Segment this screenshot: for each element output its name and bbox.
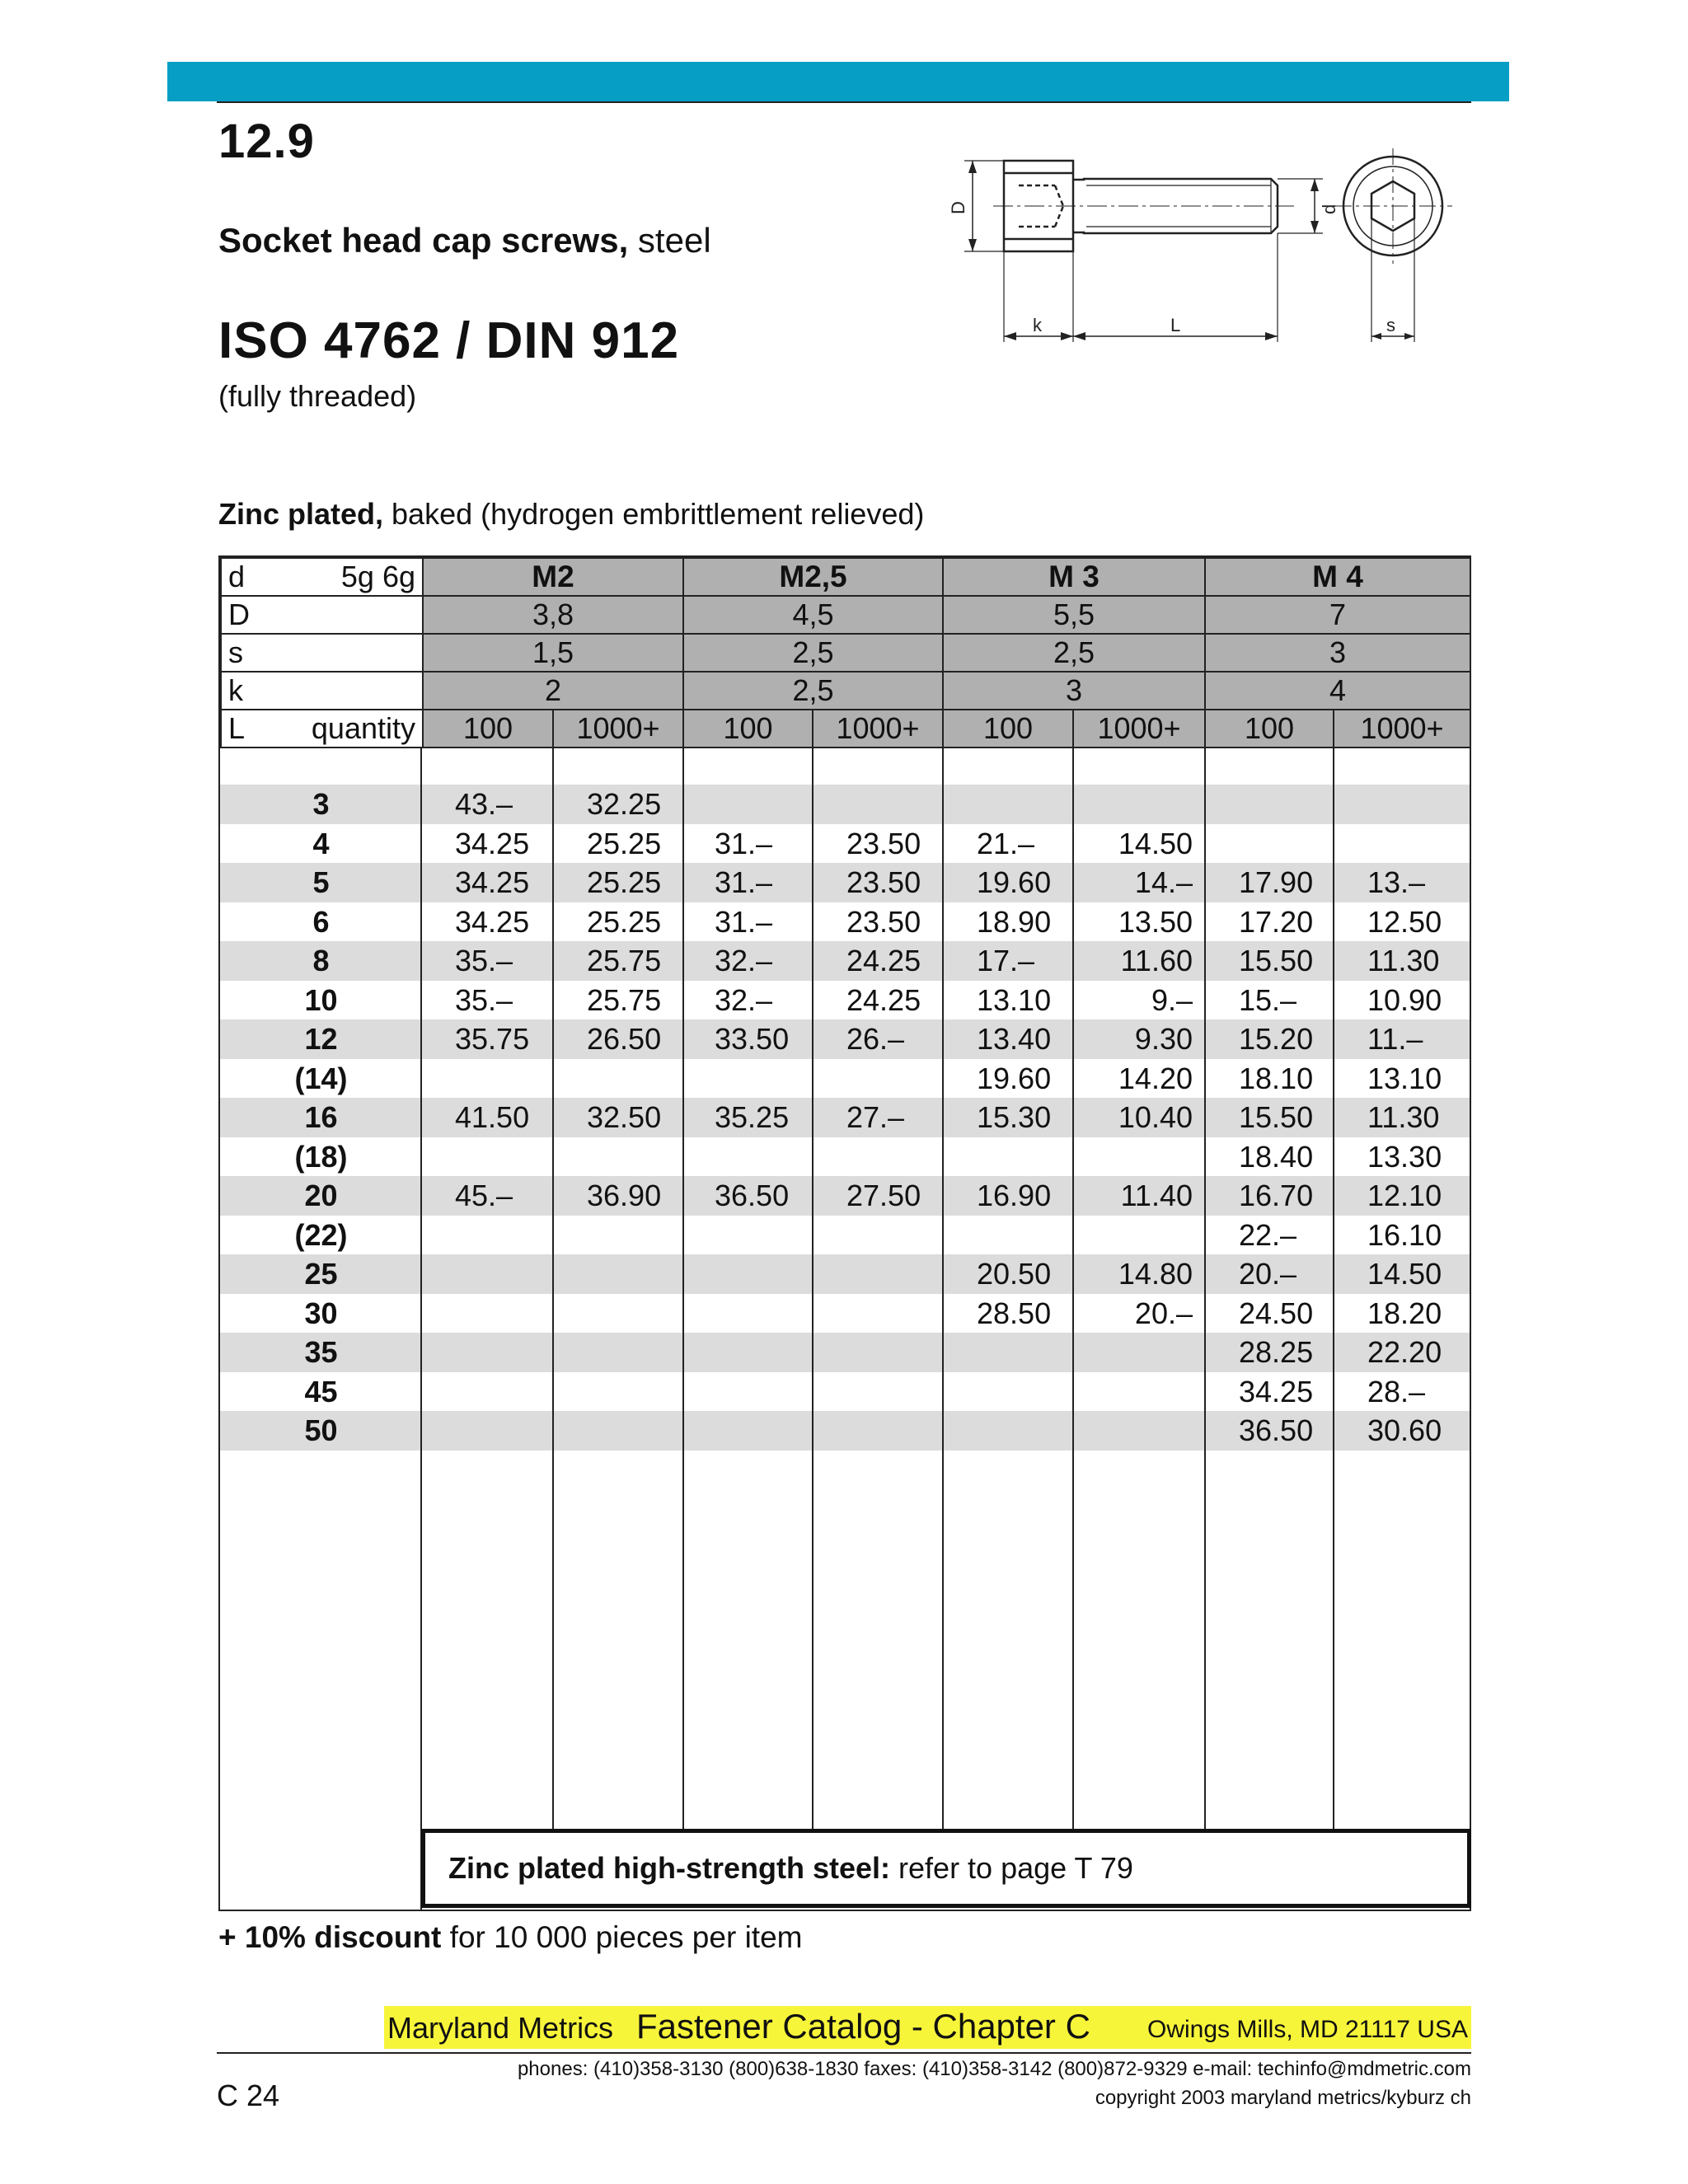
row-thread-size (221, 558, 1470, 596)
product-title-bold: Socket head cap screws, (218, 221, 629, 260)
length-cell: (22) (294, 1217, 348, 1252)
price-cell: 17.– (977, 944, 1035, 977)
price-cell: 17.20 (1239, 904, 1314, 939)
qty-header: 1000+ (553, 710, 683, 748)
product-title-rest: steel (628, 221, 711, 260)
head-height-label: k (221, 672, 423, 710)
price-cell: 23.50 (846, 865, 921, 899)
size-m2: M2 (423, 558, 683, 596)
discount-bold: + 10% discount (218, 1920, 442, 1954)
footer-location: Owings Mills, MD 21117 USA (1146, 2016, 1468, 2043)
head-height-m2: 2 (423, 672, 683, 710)
price-cell: 30.60 (1367, 1413, 1442, 1447)
length-cell: 45 (304, 1374, 338, 1408)
price-cell: 28.– (1367, 1374, 1426, 1408)
footer-copyright: copyright 2003 maryland metrics/kyburz ch (1095, 2087, 1471, 2109)
price-row (220, 1411, 1470, 1451)
price-row (220, 1137, 1470, 1177)
thread-size-label: d 5g 6g (221, 558, 423, 596)
size-m3: M 3 (943, 558, 1205, 596)
price-cell: 27.– (846, 1100, 905, 1134)
price-row (220, 1176, 1470, 1216)
price-cell: 34.25 (455, 826, 530, 860)
price-cell: 31.– (715, 826, 773, 860)
price-cell: 10.90 (1367, 982, 1442, 1017)
length-quantity-label: L quantity (221, 710, 423, 748)
price-cell: 34.25 (455, 865, 530, 899)
length-cell: 25 (304, 1257, 338, 1291)
price-cell: 13.10 (1367, 1061, 1442, 1095)
refer-rest: refer to page T 79 (890, 1851, 1133, 1885)
head-diameter-label: D (221, 596, 423, 634)
dim-label-L: L (1170, 315, 1181, 335)
price-cell: 36.50 (715, 1179, 790, 1212)
socket-size-label: s (221, 634, 423, 672)
qty-header: 100 (683, 710, 813, 748)
socket-size-m2-5: 2,5 (683, 634, 943, 672)
head-height-m4: 4 (1205, 672, 1470, 710)
qty-header: 1000+ (1073, 710, 1205, 748)
price-rows (220, 785, 1470, 1451)
price-cell: 15.– (1239, 982, 1297, 1017)
footer-rule (217, 2052, 1471, 2054)
price-cell: 24.25 (846, 944, 921, 977)
length-cell: 12 (304, 1022, 338, 1056)
price-cell: 15.50 (1239, 1100, 1314, 1134)
price-cell: 35.– (455, 944, 513, 977)
price-cell: 13.40 (977, 1022, 1052, 1056)
spec-header-table (220, 557, 1471, 748)
price-cell: 18.10 (1239, 1061, 1314, 1095)
finish-rest: baked (hydrogen embrittlement relieved) (383, 497, 925, 531)
column-divider (420, 748, 422, 1911)
price-cell: 14.80 (1118, 1257, 1193, 1291)
price-cell: 32.25 (587, 787, 662, 821)
price-cell: 25.25 (587, 865, 662, 899)
price-cell: 32.50 (587, 1100, 662, 1134)
length-cell: 50 (304, 1413, 338, 1447)
price-row (220, 785, 1470, 824)
column-divider (1333, 748, 1334, 1829)
price-row (220, 824, 1470, 864)
column-divider (682, 748, 684, 1829)
price-cell: 45.– (455, 1179, 513, 1212)
dim-label-s: s (1386, 315, 1395, 335)
head-diameter-m3: 5,5 (943, 596, 1205, 634)
price-cell: 20.50 (977, 1257, 1052, 1291)
price-cell: 25.25 (587, 826, 662, 860)
price-cell: 15.30 (977, 1100, 1052, 1134)
header-rule (217, 101, 1471, 103)
qty-header: 1000+ (813, 710, 943, 748)
price-cell: 12.10 (1367, 1179, 1442, 1212)
finish-description (218, 497, 924, 532)
price-cell: 22.20 (1367, 1335, 1442, 1369)
price-cell: 9.30 (1134, 1022, 1193, 1056)
price-cell: 12.50 (1367, 904, 1442, 939)
price-cell: 32.– (715, 982, 773, 1017)
price-row (220, 863, 1470, 902)
price-cell: 20.– (1239, 1257, 1297, 1291)
price-cell: 31.– (715, 865, 773, 899)
price-cell: 33.50 (715, 1022, 790, 1056)
price-cell: 32.– (715, 944, 773, 977)
price-row (220, 1059, 1470, 1099)
price-cell: 15.50 (1239, 944, 1314, 977)
column-divider (552, 748, 554, 1829)
length-cell: 3 (312, 787, 330, 821)
price-cell: 27.50 (846, 1179, 921, 1212)
price-cell: 43.– (455, 787, 513, 821)
socket-size-m2: 1,5 (423, 634, 683, 672)
length-cell: 6 (312, 904, 330, 939)
price-cell: 28.25 (1239, 1335, 1314, 1369)
price-cell: 16.70 (1239, 1179, 1314, 1212)
page-number: C 24 (217, 2079, 280, 2112)
footer-company: Maryland Metrics (387, 2011, 614, 2045)
price-cell: 11.30 (1367, 944, 1440, 977)
size-m2-5: M2,5 (683, 558, 943, 596)
price-cell: 24.50 (1239, 1296, 1314, 1330)
price-cell: 25.75 (587, 982, 662, 1017)
price-cell: 17.90 (1239, 865, 1314, 899)
finish-bold: Zinc plated, (218, 497, 384, 531)
price-cell: 35.25 (715, 1100, 790, 1134)
length-cell: 16 (304, 1100, 338, 1134)
price-cell: 13.10 (977, 982, 1052, 1017)
price-cell: 21.– (977, 826, 1035, 860)
discount-rest: for 10 000 pieces per item (441, 1920, 803, 1954)
price-row (220, 1216, 1470, 1255)
socket-size-m4: 3 (1205, 634, 1470, 672)
head-height-m3: 3 (943, 672, 1205, 710)
price-cell: 14.20 (1118, 1061, 1193, 1095)
column-divider (1072, 748, 1074, 1829)
price-cell: 25.75 (587, 944, 662, 977)
footer-contact: phones: (410)358-3130 (800)638-1830 faxes: (410)358-3142 (800)872-9329 e-mail: techinfo@mdmetric.com (517, 2058, 1471, 2080)
thread-note: (fully threaded) (218, 379, 417, 413)
length-cell: 4 (312, 826, 330, 860)
price-row (220, 902, 1470, 942)
qty-header: 100 (943, 710, 1073, 748)
price-cell: 10.40 (1118, 1100, 1193, 1134)
refer-note-box (421, 1829, 1471, 1908)
price-cell: 23.50 (846, 826, 921, 860)
dim-label-d: d (1319, 204, 1339, 214)
price-row (220, 1098, 1470, 1137)
head-diameter-m4: 7 (1205, 596, 1470, 634)
price-cell: 9.– (1151, 982, 1193, 1017)
length-cell: (14) (294, 1061, 348, 1095)
length-cell: 10 (304, 982, 338, 1017)
price-cell: 19.60 (977, 865, 1052, 899)
length-cell: 5 (312, 865, 330, 899)
price-cell: 18.40 (1239, 1139, 1314, 1174)
price-row (220, 1294, 1470, 1333)
column-divider (1204, 748, 1206, 1829)
price-cell: 35.– (455, 982, 513, 1017)
price-cell: 18.20 (1367, 1296, 1442, 1330)
head-diameter-m2-5: 4,5 (683, 596, 943, 634)
standard-code: ISO 4762 / DIN 912 (218, 312, 680, 369)
price-cell: 20.– (1134, 1296, 1193, 1330)
length-cell: (18) (294, 1139, 348, 1174)
price-row (220, 1333, 1470, 1372)
price-cell: 13.30 (1367, 1139, 1442, 1174)
price-cell: 11.40 (1120, 1179, 1193, 1212)
qty-header: 100 (423, 710, 553, 748)
price-row (220, 1254, 1470, 1294)
price-row (220, 1372, 1470, 1412)
price-cell: 28.50 (977, 1296, 1052, 1330)
dim-label-k: k (1033, 315, 1042, 335)
price-cell: 23.50 (846, 904, 921, 939)
price-cell: 13.50 (1118, 904, 1193, 939)
footer-banner (384, 2006, 1471, 2049)
price-cell: 11.60 (1120, 944, 1193, 977)
row-head-diameter (221, 596, 1470, 634)
price-cell: 36.50 (1239, 1413, 1314, 1447)
price-cell: 19.60 (977, 1061, 1052, 1095)
qty-header: 100 (1205, 710, 1334, 748)
price-cell: 34.25 (1239, 1374, 1314, 1408)
price-cell: 16.90 (977, 1179, 1052, 1212)
row-socket-size (221, 634, 1470, 672)
price-cell: 31.– (715, 904, 773, 939)
row-head-height (221, 672, 1470, 710)
qty-header: 1000+ (1334, 710, 1470, 748)
price-row (220, 1019, 1470, 1059)
row-quantity (221, 710, 1470, 748)
price-cell: 26.50 (587, 1022, 662, 1056)
length-cell: 35 (304, 1335, 338, 1369)
length-cell: 30 (304, 1296, 338, 1330)
length-cell: 8 (312, 944, 330, 977)
price-cell: 18.90 (977, 904, 1052, 939)
price-cell: 15.20 (1239, 1022, 1314, 1056)
strength-grade: 12.9 (218, 115, 315, 168)
price-cell: 22.– (1239, 1217, 1297, 1252)
price-cell: 34.25 (455, 904, 530, 939)
price-cell: 26.– (846, 1022, 905, 1056)
price-cell: 16.10 (1367, 1217, 1442, 1252)
price-cell: 36.90 (587, 1179, 662, 1212)
price-cell: 25.25 (587, 904, 662, 939)
head-height-m2-5: 2,5 (683, 672, 943, 710)
header-accent-bar (167, 62, 1509, 101)
price-row (220, 981, 1470, 1020)
column-divider (812, 748, 814, 1829)
discount-note (218, 1920, 802, 1955)
length-cell: 20 (304, 1179, 338, 1212)
price-cell: 11.– (1367, 1022, 1423, 1056)
price-cell: 14.– (1134, 865, 1193, 899)
price-cell: 11.30 (1367, 1100, 1440, 1134)
socket-size-m3: 2,5 (943, 634, 1205, 672)
footer-catalog: Fastener Catalog - Chapter C (636, 2007, 1090, 2046)
price-cell: 14.50 (1367, 1257, 1442, 1291)
price-cell: 24.25 (846, 982, 921, 1017)
price-table (218, 555, 1471, 1911)
refer-bold: Zinc plated high-strength steel: (448, 1851, 891, 1885)
screw-technical-drawing (948, 148, 1484, 354)
price-cell: 14.50 (1118, 826, 1193, 860)
price-cell: 35.75 (455, 1022, 530, 1056)
product-title (218, 221, 711, 260)
price-cell: 41.50 (455, 1100, 530, 1134)
price-cell: 13.– (1367, 865, 1426, 899)
column-divider (942, 748, 944, 1829)
size-m4: M 4 (1205, 558, 1470, 596)
dim-label-D: D (948, 201, 968, 214)
head-diameter-m2: 3,8 (423, 596, 683, 634)
price-row (220, 941, 1470, 981)
